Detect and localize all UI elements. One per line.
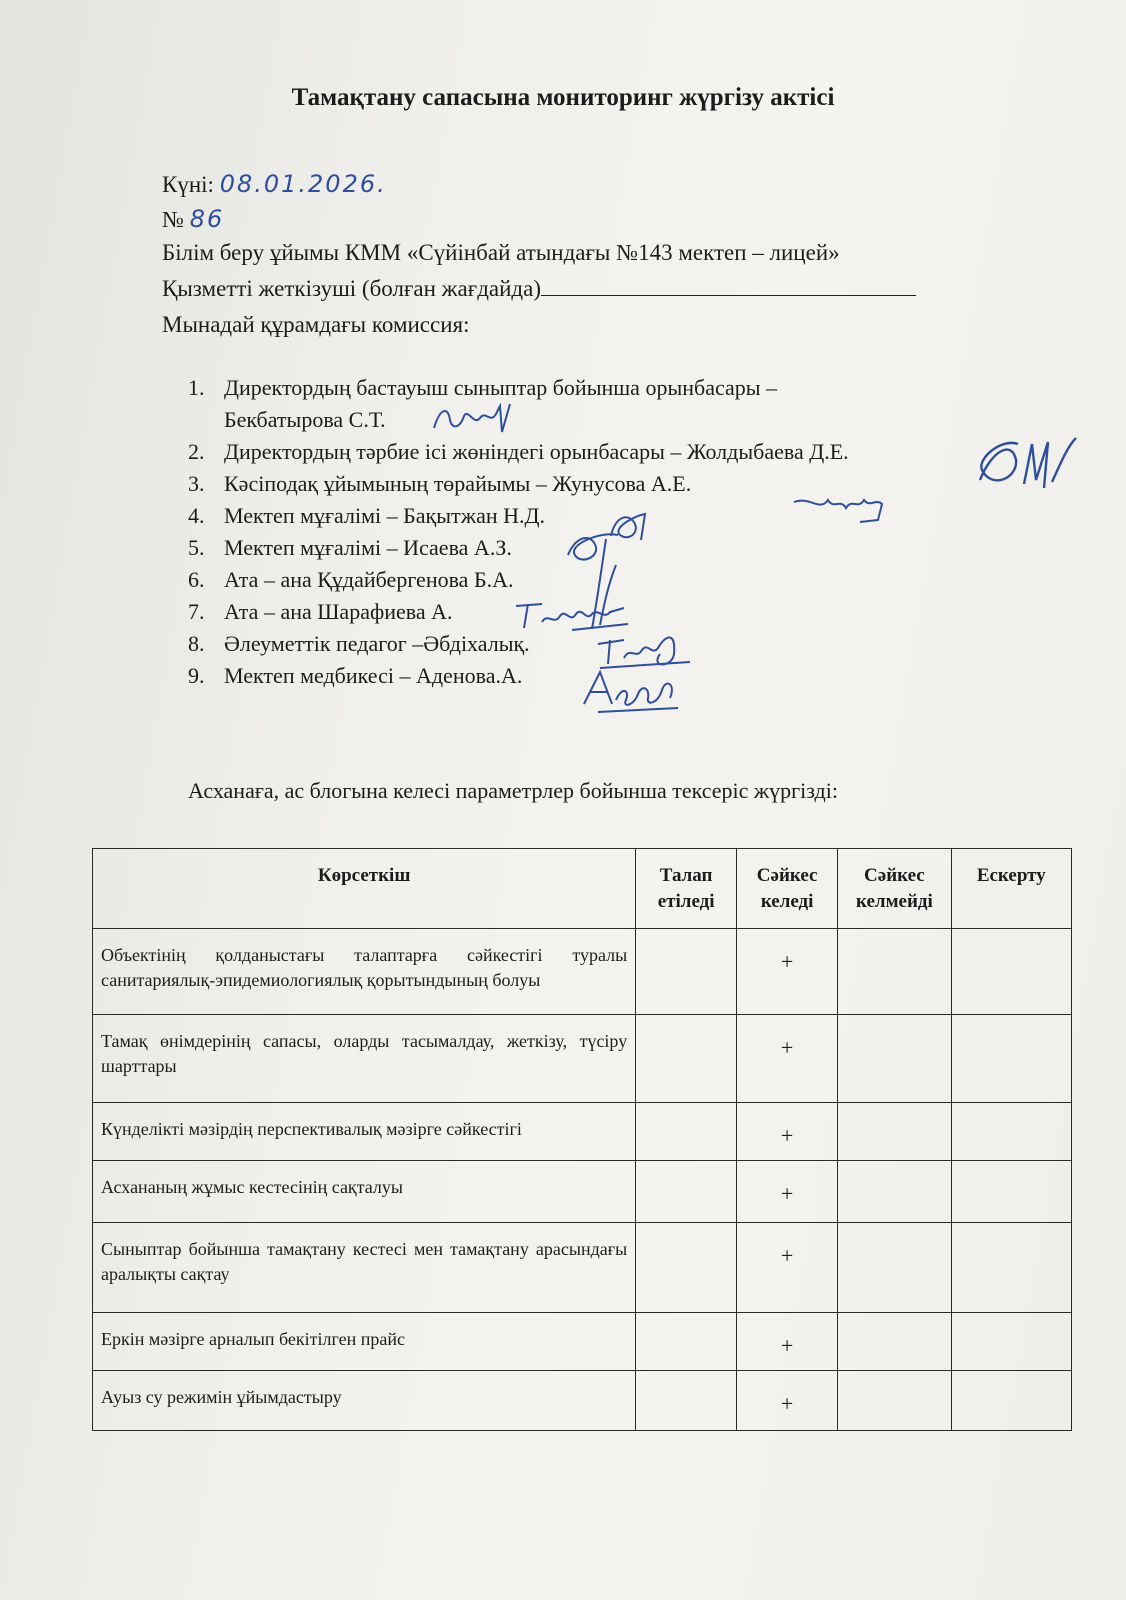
signature-8	[578, 664, 688, 716]
member-7: 7. Ата – ана Шарафиева А.	[188, 599, 453, 624]
table-row	[93, 1015, 1072, 1103]
signature-2	[972, 430, 1082, 500]
indicator-cell: Күнделікті мәзірдің перспективалық мәзірге сәйкестігі	[93, 1103, 636, 1161]
note-cell	[951, 1103, 1071, 1161]
member-6: 6. Ата – ана Құдайбергенова Б.А.	[188, 567, 514, 592]
commission-line: Мынадай құрамдағы комиссия:	[162, 312, 470, 337]
header-compliant: Сәйкес келеді	[737, 849, 838, 929]
compliant-cell: +	[737, 1313, 838, 1371]
table-row	[93, 929, 1072, 1015]
indicator-cell: Ауыз су режимін ұйымдастыру	[93, 1371, 636, 1431]
note-cell	[951, 1015, 1071, 1103]
signature-1	[430, 398, 520, 438]
compliant-cell: +	[737, 1223, 838, 1313]
compliant-cell: +	[737, 1161, 838, 1223]
compliant-cell: +	[737, 1371, 838, 1431]
indicator-cell: Асхананың жұмыс кестесінің сақталуы	[93, 1161, 636, 1223]
supplier-label: Қызметті жеткізуші (болған жағдайда)	[162, 276, 541, 301]
number-label: №	[162, 207, 184, 232]
note-cell	[951, 1161, 1071, 1223]
date-label: Күні:	[162, 172, 214, 197]
table-row	[93, 1371, 1072, 1431]
noncompliant-cell	[838, 1015, 951, 1103]
supplier-line	[162, 276, 916, 302]
indicator-cell: Объектінің қолданыстағы талаптарға сәйкестігі туралы санитариялық-эпидемиологиялық қорытындының болуы	[93, 929, 636, 1015]
inspection-intro: Асханаға, ас блогына келесі параметрлер бойынша тексеріс жүргізді:	[188, 778, 838, 803]
member-8: 8. Әлеуметтік педагог –Әбдіхалық.	[188, 631, 530, 656]
noncompliant-cell	[838, 1103, 951, 1161]
date-line	[162, 170, 387, 198]
supplier-blank	[541, 277, 916, 296]
compliant-cell: +	[737, 1103, 838, 1161]
header-note: Ескерту	[951, 849, 1071, 929]
document-title: Тамақтану сапасына мониторинг жүргізу актісі	[291, 84, 835, 111]
number-handwritten: 86	[189, 205, 225, 233]
organization-line: Білім беру ұйымы КММ «Сүйінбай атындағы №143 мектеп – лицей»	[162, 240, 840, 265]
member-1: 1. Директордың бастауыш сыныптар бойынша орынбасары – Бекбатырова С.Т.	[188, 375, 778, 432]
compliant-cell: +	[737, 1015, 838, 1103]
required-cell	[636, 1223, 737, 1313]
required-cell	[636, 1161, 737, 1223]
table-row	[93, 1161, 1072, 1223]
member-2: 2. Директордың тәрбие ісі жөніндегі орынбасары – Жолдыбаева Д.Е.	[188, 439, 849, 464]
indicator-cell: Сыныптар бойынша тамақтану кестесі мен тамақтану арасындағы аралықты сақтау	[93, 1223, 636, 1313]
note-cell	[951, 929, 1071, 1015]
header-indicator: Көрсеткіш	[93, 849, 636, 929]
required-cell	[636, 1371, 737, 1431]
compliant-cell: +	[737, 929, 838, 1015]
parameters-table	[92, 848, 1072, 1431]
table-row	[93, 1223, 1072, 1313]
member-9: 9. Мектеп медбикесі – Аденова.А.	[188, 663, 523, 688]
number-line	[162, 205, 224, 233]
required-cell	[636, 929, 737, 1015]
indicator-cell: Еркін мәзірге арналып бекітілген прайс	[93, 1313, 636, 1371]
note-cell	[951, 1371, 1071, 1431]
header-noncompliant: Сәйкес келмейді	[838, 849, 951, 929]
noncompliant-cell	[838, 1161, 951, 1223]
indicator-cell: Тамақ өнімдерінің сапасы, оларды тасымалдау, жеткізу, түсіру шарттары	[93, 1015, 636, 1103]
noncompliant-cell	[838, 1313, 951, 1371]
member-4: 4. Мектеп мұғалімі – Бақытжан Н.Д.	[188, 503, 545, 528]
date-handwritten: 08.01.2026.	[219, 170, 387, 198]
required-cell	[636, 1015, 737, 1103]
table-header-row	[93, 849, 1072, 929]
member-3: 3. Кәсіподақ ұйымының төрайымы – Жунусова А.Е.	[188, 471, 692, 496]
table-row	[93, 1103, 1072, 1161]
table-row	[93, 1313, 1072, 1371]
signature-3	[790, 486, 890, 528]
noncompliant-cell	[838, 929, 951, 1015]
noncompliant-cell	[838, 1371, 951, 1431]
note-cell	[951, 1313, 1071, 1371]
required-cell	[636, 1103, 737, 1161]
noncompliant-cell	[838, 1223, 951, 1313]
member-5: 5. Мектеп мұғалімі – Исаева А.З.	[188, 535, 512, 560]
required-cell	[636, 1313, 737, 1371]
header-required: Талап етіледі	[636, 849, 737, 929]
note-cell	[951, 1223, 1071, 1313]
